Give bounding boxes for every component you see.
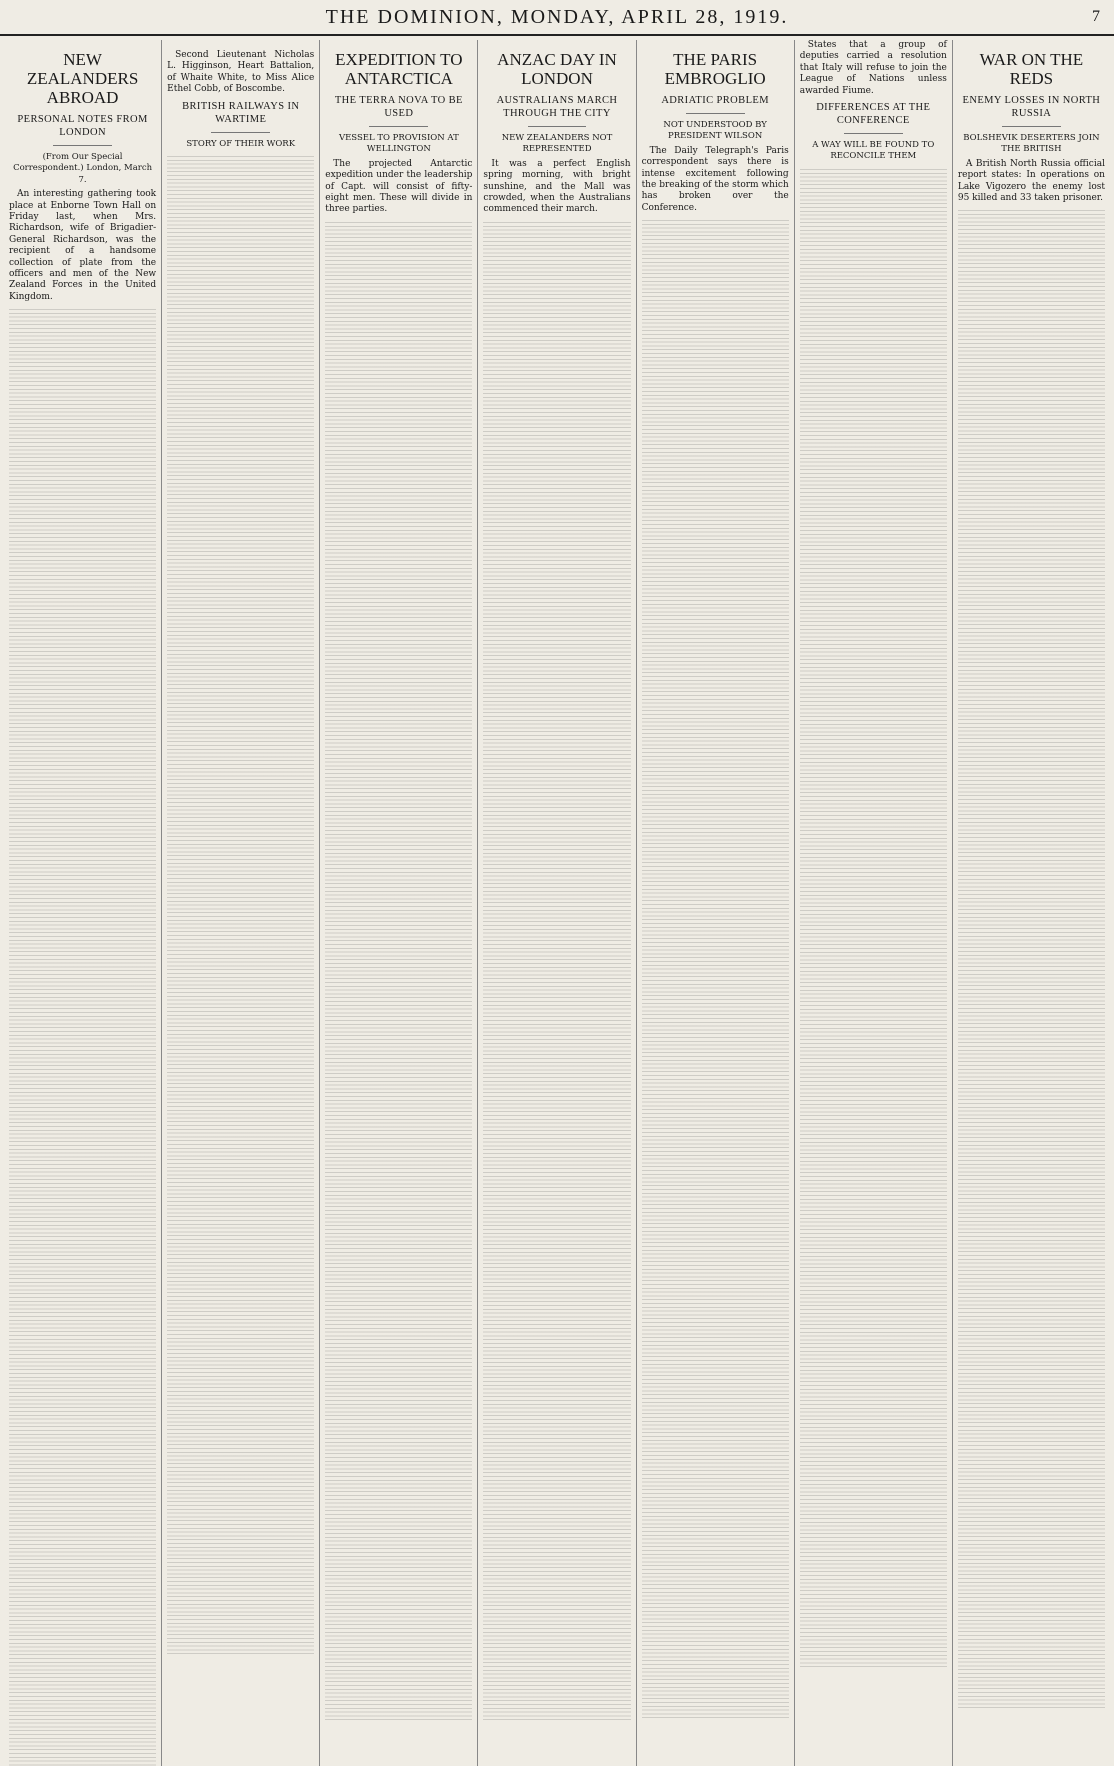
divider [53, 145, 112, 146]
column-text: The projected Antarctic expedition under the leadership of Capt. will consist of fifty-eight men. These will divide in three parties. [325, 158, 473, 215]
body-text-block [642, 220, 789, 1720]
column-headline: THE PARIS EMBROGLIO [664, 50, 766, 88]
column-subhead: ENEMY LOSSES IN NORTH RUSSIA [962, 95, 1101, 119]
column-5 [637, 40, 795, 1766]
newspaper-title: THE DOMINION, MONDAY, APRIL 28, 1919. [325, 6, 789, 28]
column-text: It was a perfect English spring morning, with bright sunshine, and the Mall was crowded, when the Australians commenced their march. [483, 158, 631, 215]
divider [1002, 126, 1061, 127]
column-text: States that a group of deputies carried a resolution that Italy will refuse to join the League of Nations unless awarded Fiume. [799, 40, 947, 96]
column-1 [4, 40, 162, 1766]
column-headline: ANZAC DAY IN LONDON [497, 50, 617, 88]
column-subhead: DIFFERENCES AT THE CONFERENCE [816, 102, 931, 127]
column-text: A British North Russia official report states: In operations on Lake Vigozero the enemy lost 95 killed and 33 taken prisoner. [957, 158, 1105, 204]
article-columns [0, 36, 1114, 1766]
column-7 [953, 40, 1110, 1766]
column-6 [795, 40, 953, 1766]
column-text: Second Lieutenant Nicholas L. Higginson, Heart Battalion, of Whaite White, to Miss Alice Ethel Cobb, of Boscombe. [167, 50, 315, 95]
column-headline: WAR ON THE REDS [979, 50, 1084, 88]
divider [844, 133, 903, 134]
column-subhead: PERSONAL NOTES FROM LONDON [17, 114, 148, 138]
body-text-block [325, 222, 472, 1722]
column-headline: NEW ZEALANDERS ABROAD [26, 50, 139, 107]
column-dateline: VESSEL TO PROVISION AT WELLINGTON [338, 133, 459, 155]
column-dateline: A WAY WILL BE FOUND TO RECONCILE THEM [812, 140, 935, 162]
column-headline: EXPEDITION TO ANTARCTICA [335, 50, 463, 88]
column-subhead: BRITISH RAILWAYS IN WARTIME [182, 100, 300, 125]
column-subhead: AUSTRALIANS MARCH THROUGH THE CITY [496, 95, 618, 119]
page-number: 7 [1092, 8, 1100, 25]
column-3 [320, 40, 478, 1766]
divider [211, 132, 270, 133]
column-text: An interesting gathering took place at Enborne Town Hall on Friday last, when Mrs. Richardson, wife of Brigadier-General Richardson, was the recipient of a handsome collection of plate from the officers and men of the New Zealand Forces in the United Kingdom. [9, 189, 157, 302]
column-subhead: ADRIATIC PROBLEM [661, 95, 769, 106]
body-text-block [483, 222, 630, 1722]
column-subhead: THE TERRA NOVA TO BE USED [334, 95, 463, 119]
column-2 [162, 40, 320, 1766]
column-text: The Daily Telegraph's Paris correspondent says there is intense excitement following the breaking of the storm which has broken over the Conference. [641, 145, 789, 213]
body-text-block [800, 169, 947, 1669]
column-dateline: (From Our Special Correspondent.) London, March 7. [13, 152, 153, 185]
column-dateline: NEW ZEALANDERS NOT REPRESENTED [501, 133, 613, 155]
masthead [0, 0, 1114, 36]
body-text-block [167, 156, 314, 1656]
column-dateline: STORY OF THEIR WORK [186, 138, 296, 149]
body-text-block [9, 309, 156, 1766]
body-text-block [958, 210, 1105, 1710]
column-dateline: NOT UNDERSTOOD BY PRESIDENT WILSON [663, 120, 767, 142]
divider [528, 126, 587, 127]
divider [686, 113, 745, 114]
column-dateline: BOLSHEVIK DESERTERS JOIN THE BRITISH [963, 133, 1100, 155]
divider [369, 126, 428, 127]
column-4 [478, 40, 636, 1766]
